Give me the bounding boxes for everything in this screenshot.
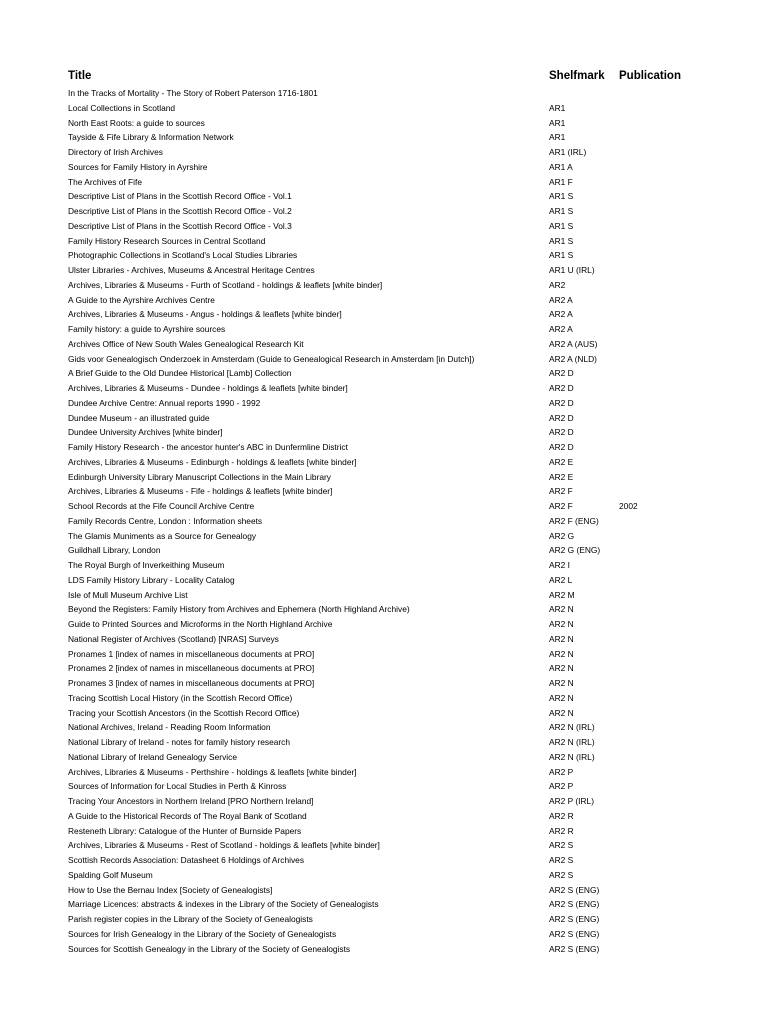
row-shelfmark: AR2 F [549, 501, 573, 511]
row-shelfmark: AR2 S (ENG) [549, 899, 600, 910]
row-title: Directory of Irish Archives [68, 147, 163, 157]
row-title: Sources for Irish Genealogy in the Library of the Society of Genealogists [68, 928, 337, 939]
row-title: Dundee Archive Centre: Annual reports 1990 - 1992 [68, 397, 261, 408]
table-row [0, 750, 768, 765]
table-row [0, 189, 768, 204]
table-row [0, 602, 768, 617]
row-title: Descriptive List of Plans in the Scottish Record Office - Vol.1 [68, 191, 292, 202]
table-row [0, 440, 768, 455]
table-row [0, 588, 768, 603]
row-title: School Records at the Fife Council Archive Centre [68, 501, 255, 511]
row-title: Local Collections in Scotland [68, 102, 176, 113]
row-title: The Royal Burgh of Inverkeithing Museum [68, 560, 225, 570]
table-row [0, 735, 768, 750]
table-row [0, 647, 768, 662]
row-title: Archives, Libraries & Museums - Perthshire - holdings & leaflets [white binder] [68, 766, 357, 777]
row-shelfmark: AR2 A (NLD) [549, 353, 597, 364]
row-shelfmark: AR2 E [549, 471, 574, 482]
row-title: Archives Office of New South Wales Genealogical Research Kit [68, 338, 304, 349]
row-shelfmark: AR2 A [549, 324, 573, 334]
table-row [0, 661, 768, 676]
row-shelfmark: AR2 N [549, 633, 574, 644]
row-title: Archives, Libraries & Museums - Furth of Scotland - holdings & leaflets [white binder] [68, 279, 383, 290]
table-row [0, 116, 768, 131]
table-row [0, 366, 768, 381]
row-title: Sources for Scottish Genealogy in the Library of the Society of Genealogists [68, 943, 351, 954]
table-row [0, 204, 768, 219]
publication-column-header: Publication [619, 70, 681, 82]
row-shelfmark: AR2 N [549, 692, 574, 703]
table-row [0, 352, 768, 367]
row-shelfmark: AR2 F (ENG) [549, 515, 599, 526]
row-title: Photographic Collections in Scotland's Local Studies Libraries [68, 250, 298, 261]
row-shelfmark: AR2 A [549, 309, 573, 320]
row-title: Marriage Licences: abstracts & indexes in the Library of the Society of Genealogists [68, 899, 379, 910]
table-row [0, 691, 768, 706]
table-row [0, 484, 768, 499]
row-title: LDS Family History Library - Locality Catalog [68, 574, 235, 585]
table-row [0, 86, 768, 101]
row-shelfmark: AR2 I [549, 560, 570, 570]
table-body [0, 86, 768, 956]
row-title: Resteneth Library: Catalogue of the Hunter of Burnside Papers [68, 825, 302, 836]
row-title: National Archives, Ireland - Reading Room Information [68, 722, 271, 733]
row-shelfmark: AR2 F [549, 486, 573, 497]
row-shelfmark: AR2 N (IRL) [549, 737, 595, 747]
row-title: Family History Research - the ancestor hunter's ABC in Dunfermline District [68, 442, 348, 452]
row-shelfmark: AR2 S [549, 869, 574, 880]
row-title: Spalding Golf Museum [68, 869, 153, 880]
table-row [0, 248, 768, 263]
row-shelfmark: AR2 E [549, 456, 574, 467]
row-shelfmark: AR1 A [549, 161, 573, 172]
row-title: A Guide to the Historical Records of The Royal Bank of Scotland [68, 810, 307, 821]
table-row [0, 942, 768, 957]
row-title: Archives, Libraries & Museums - Edinburgh - holdings & leaflets [white binder] [68, 456, 357, 467]
row-shelfmark: AR2 D [549, 427, 574, 438]
row-title: Descriptive List of Plans in the Scottish Record Office - Vol.2 [68, 206, 292, 216]
row-shelfmark: AR1 S [549, 220, 574, 231]
table-row [0, 912, 768, 927]
row-title: Pronames 2 [index of names in miscellaneous documents at PRO] [68, 663, 315, 674]
row-title: National Library of Ireland - notes for family history research [68, 737, 291, 747]
row-title: North East Roots: a guide to sources [68, 117, 205, 128]
row-title: Dundee University Archives [white binder] [68, 427, 223, 438]
row-shelfmark: AR2 P [549, 781, 574, 792]
table-row [0, 632, 768, 647]
row-shelfmark: AR2 N [549, 648, 574, 659]
table-row [0, 499, 768, 514]
row-title: Archives, Libraries & Museums - Rest of Scotland - holdings & leaflets [white binder] [68, 840, 380, 851]
row-title: In the Tracks of Mortality - The Story of Robert Paterson 1716-1801 [68, 88, 318, 98]
row-title: Archives, Libraries & Museums - Angus - holdings & leaflets [white binder] [68, 309, 342, 320]
table-row [0, 573, 768, 588]
row-shelfmark: AR2 G (ENG) [549, 545, 601, 556]
table-row [0, 514, 768, 529]
row-shelfmark: AR2 A (AUS) [549, 338, 598, 349]
row-title: Tayside & Fife Library & Information Network [68, 132, 234, 143]
row-title: Pronames 3 [index of names in miscellaneous documents at PRO] [68, 678, 315, 688]
table-row [0, 337, 768, 352]
row-shelfmark: AR2 [549, 279, 566, 290]
row-shelfmark: AR2 D [549, 383, 574, 393]
row-shelfmark: AR1 [549, 117, 566, 128]
row-title: Scottish Records Association: Datasheet 6 Holdings of Archives [68, 855, 305, 865]
row-title: Sources of Information for Local Studies in Perth & Kinross [68, 781, 287, 792]
table-row [0, 824, 768, 839]
table-row [0, 307, 768, 322]
row-shelfmark: AR2 R [549, 810, 574, 821]
table-row [0, 809, 768, 824]
table-row [0, 720, 768, 735]
row-shelfmark: AR2 P (IRL) [549, 796, 594, 806]
table-row [0, 838, 768, 853]
table-row [0, 234, 768, 249]
table-row [0, 263, 768, 278]
row-shelfmark: AR2 D [549, 397, 574, 408]
row-title: Family History Research Sources in Central Scotland [68, 235, 266, 246]
row-shelfmark: AR2 D [549, 442, 574, 452]
table-header [0, 70, 768, 86]
table-row [0, 779, 768, 794]
row-shelfmark: AR1 S [549, 250, 574, 261]
row-title: Descriptive List of Plans in the Scottish Record Office - Vol.3 [68, 220, 292, 231]
row-shelfmark: AR2 N [549, 663, 574, 674]
row-shelfmark: AR1 F [549, 176, 573, 187]
row-shelfmark: AR1 (IRL) [549, 147, 587, 157]
row-shelfmark: AR1 S [549, 206, 574, 216]
row-title: National Register of Archives (Scotland) [NRAS] Surveys [68, 633, 279, 644]
row-shelfmark: AR2 N (IRL) [549, 722, 595, 733]
table-row [0, 676, 768, 691]
row-publication: 2002 [619, 501, 638, 511]
row-shelfmark: AR1 S [549, 191, 574, 202]
row-title: Sources for Family History in Ayrshire [68, 161, 208, 172]
row-title: Pronames 1 [index of names in miscellaneous documents at PRO] [68, 648, 315, 659]
row-shelfmark: AR2 D [549, 412, 574, 423]
table-row [0, 278, 768, 293]
row-title: The Glamis Muniments as a Source for Genealogy [68, 530, 257, 541]
row-title: Beyond the Registers: Family History from Archives and Ephemera (North Highland Archive) [68, 604, 410, 615]
table-row [0, 322, 768, 337]
table-row [0, 927, 768, 942]
row-shelfmark: AR1 U (IRL) [549, 265, 595, 275]
row-title: Family Records Centre, London : Information sheets [68, 515, 263, 526]
row-title: Edinburgh University Library Manuscript Collections in the Main Library [68, 471, 331, 482]
table-row [0, 425, 768, 440]
table-row [0, 706, 768, 721]
table-row [0, 897, 768, 912]
table-row [0, 130, 768, 145]
shelfmark-column-header: Shelfmark [549, 70, 605, 82]
table-row [0, 470, 768, 485]
row-shelfmark: AR2 N [549, 604, 574, 615]
row-shelfmark: AR2 S (ENG) [549, 914, 600, 924]
table-row [0, 455, 768, 470]
row-shelfmark: AR2 N [549, 707, 574, 718]
row-title: Guildhall Library, London [68, 545, 161, 556]
table-row [0, 558, 768, 573]
row-title: Tracing Your Ancestors in Northern Ireland [PRO Northern Ireland] [68, 796, 314, 806]
row-title: Guide to Printed Sources and Microforms in the North Highland Archive [68, 619, 333, 629]
row-title: Tracing Scottish Local History (in the Scottish Record Office) [68, 692, 293, 703]
table-row [0, 617, 768, 632]
row-shelfmark: AR1 [549, 102, 566, 113]
row-shelfmark: AR2 N [549, 619, 574, 629]
table-row [0, 411, 768, 426]
table-row [0, 794, 768, 809]
row-title: National Library of Ireland Genealogy Service [68, 751, 237, 762]
table-row [0, 543, 768, 558]
row-shelfmark: AR2 R [549, 825, 574, 836]
table-row [0, 160, 768, 175]
table-row [0, 219, 768, 234]
row-title: Family history: a guide to Ayrshire sources [68, 324, 226, 334]
row-shelfmark: AR2 S (ENG) [549, 928, 600, 939]
title-column-header: Title [68, 70, 92, 82]
row-title: How to Use the Bernau Index [Society of Genealogists] [68, 884, 273, 895]
row-shelfmark: AR2 S (ENG) [549, 884, 600, 895]
row-shelfmark: AR2 G [549, 530, 575, 541]
row-shelfmark: AR2 P [549, 766, 574, 777]
row-shelfmark: AR2 M [549, 589, 575, 600]
row-shelfmark: AR2 S [549, 840, 574, 851]
table-row [0, 529, 768, 544]
row-shelfmark: AR2 D [549, 368, 574, 379]
row-title: Isle of Mull Museum Archive List [68, 589, 188, 600]
row-shelfmark: AR2 N [549, 678, 574, 688]
table-row [0, 396, 768, 411]
row-shelfmark: AR2 S [549, 855, 574, 865]
row-shelfmark: AR2 L [549, 574, 573, 585]
table-row [0, 868, 768, 883]
row-shelfmark: AR2 A [549, 294, 573, 305]
row-title: A Guide to the Ayrshire Archives Centre [68, 294, 215, 305]
table-row [0, 381, 768, 396]
table-row [0, 145, 768, 160]
row-shelfmark: AR1 [549, 132, 566, 143]
table-row [0, 883, 768, 898]
row-shelfmark: AR2 S (ENG) [549, 943, 600, 954]
table-row [0, 101, 768, 116]
table-row [0, 765, 768, 780]
row-title: Parish register copies in the Library of the Society of Genealogists [68, 914, 313, 924]
table-row [0, 175, 768, 190]
row-title: Archives, Libraries & Museums - Dundee - holdings & leaflets [white binder] [68, 383, 348, 393]
row-title: Dundee Museum - an illustrated guide [68, 412, 210, 423]
row-title: Gids voor Genealogisch Onderzoek in Amsterdam (Guide to Genealogical Research in Amsterdam [in Dutch]) [68, 353, 475, 364]
row-title: Archives, Libraries & Museums - Fife - holdings & leaflets [white binder] [68, 486, 333, 497]
row-title: Tracing your Scottish Ancestors (in the Scottish Record Office) [68, 707, 300, 718]
row-title: A Brief Guide to the Old Dundee Historical [Lamb] Collection [68, 368, 292, 379]
row-title: The Archives of Fife [68, 176, 143, 187]
row-shelfmark: AR1 S [549, 235, 574, 246]
row-title: Ulster Libraries - Archives, Museums & Ancestral Heritage Centres [68, 265, 315, 275]
table-row [0, 293, 768, 308]
row-shelfmark: AR2 N (IRL) [549, 751, 595, 762]
table-row [0, 853, 768, 868]
